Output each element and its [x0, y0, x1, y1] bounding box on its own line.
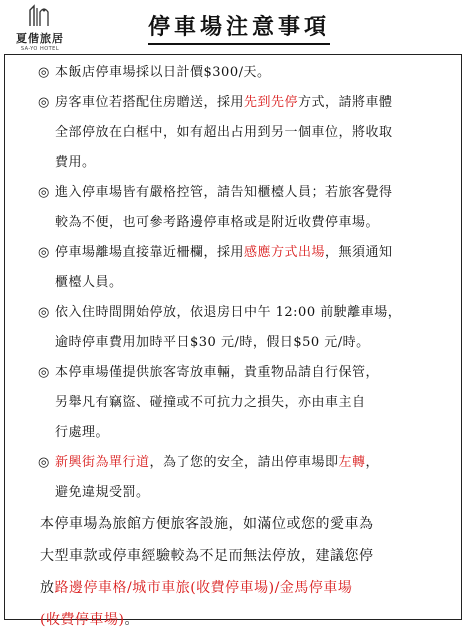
text-line — [8, 328, 456, 358]
text-segment: 放 — [40, 580, 55, 596]
notice-content — [8, 58, 456, 636]
text-segment: 依入住時間開始停放，依退房日中午 12:00 前駛離車場， — [55, 305, 402, 320]
bullet-icon: ◎ — [38, 455, 50, 470]
text-line — [8, 298, 456, 328]
bullet-icon: ◎ — [38, 245, 50, 260]
notice-item — [8, 358, 456, 448]
closing-paragraph — [8, 508, 456, 636]
text-line — [8, 118, 456, 148]
logo-mark-icon — [26, 4, 54, 28]
text-segment: 停車場離場直接靠近柵欄，採用 — [55, 245, 245, 260]
text-segment: 逾時停車費用加時平日$30 元/時，假日$50 元/時。 — [55, 335, 370, 350]
text-segment: 。 — [124, 612, 139, 628]
highlight-text: 路邊停車格/城市車旅(收費停車場)/金馬停車場 — [54, 580, 353, 596]
text-line — [8, 448, 456, 478]
text-line — [8, 478, 456, 508]
notice-item — [8, 58, 456, 88]
text-segment: 費用。 — [55, 155, 96, 170]
text-line — [8, 148, 456, 178]
text-segment: 較為不便，也可參考路邊停車格或是附近收費停車場。 — [55, 215, 380, 230]
bullet-icon: ◎ — [38, 305, 50, 320]
text-segment: 本停車場僅提供旅客寄放車輛，貴重物品請自行保管， — [55, 365, 380, 380]
text-segment: ，無須通知 — [325, 245, 393, 260]
highlight-text: 左轉 — [338, 455, 366, 470]
text-segment: 本停車場為旅館方便旅客設施，如滿位或您的愛車為 — [40, 516, 374, 532]
notice-item — [8, 178, 456, 238]
bullet-icon: ◎ — [38, 65, 50, 80]
text-line — [8, 238, 456, 268]
hotel-logo — [14, 4, 66, 52]
text-segment: 方式，請將車體 — [298, 95, 393, 110]
text-line — [40, 604, 456, 636]
notice-item — [8, 448, 456, 508]
text-line — [8, 88, 456, 118]
bullet-icon: ◎ — [38, 365, 50, 380]
text-line — [40, 572, 456, 604]
text-line — [8, 388, 456, 418]
text-segment: 大型車款或停車經驗較為不足而無法停放，建議您停 — [40, 548, 374, 564]
logo-name: 夏偕旅居 — [16, 32, 64, 45]
text-segment: ，為了您的安全，請出停車場即 — [149, 455, 339, 470]
notice-item — [8, 88, 456, 178]
text-segment: 避免違規受罰。 — [55, 485, 150, 500]
notice-item — [8, 298, 456, 358]
bullet-icon: ◎ — [38, 95, 50, 110]
text-line — [8, 418, 456, 448]
text-line — [8, 178, 456, 208]
highlight-text: (收費停車場) — [40, 612, 125, 628]
text-line — [40, 540, 456, 572]
text-segment: 本飯店停車場採以日計價$300/天。 — [55, 65, 271, 80]
text-line — [8, 358, 456, 388]
text-segment: 行處理。 — [55, 425, 110, 440]
notice-list — [8, 58, 456, 508]
logo-subtitle: SA-YO HOTEL — [20, 46, 60, 52]
text-line — [8, 268, 456, 298]
highlight-text: 新興街為單行道 — [55, 455, 150, 470]
highlight-text: 感應方式出場 — [244, 245, 326, 260]
text-segment: 進入停車場皆有嚴格控管，請告知櫃檯人員；若旅客覺得 — [55, 185, 393, 200]
notice-item — [8, 238, 456, 298]
text-line — [40, 508, 456, 540]
text-segment: 全部停放在白框中，如有超出占用到另一個車位，將收取 — [55, 125, 393, 140]
page-title: 停車場注意事項 — [148, 10, 330, 45]
text-segment: 另舉凡有竊盜、碰撞或不可抗力之損失，亦由車主自 — [55, 395, 366, 410]
text-line — [8, 208, 456, 238]
text-segment: ， — [365, 455, 380, 470]
highlight-text: 先到先停 — [244, 95, 299, 110]
text-segment: 櫃檯人員。 — [55, 275, 123, 290]
text-segment: 房客車位若搭配住房贈送，採用 — [55, 95, 245, 110]
text-line — [8, 58, 456, 88]
bullet-icon: ◎ — [38, 185, 50, 200]
